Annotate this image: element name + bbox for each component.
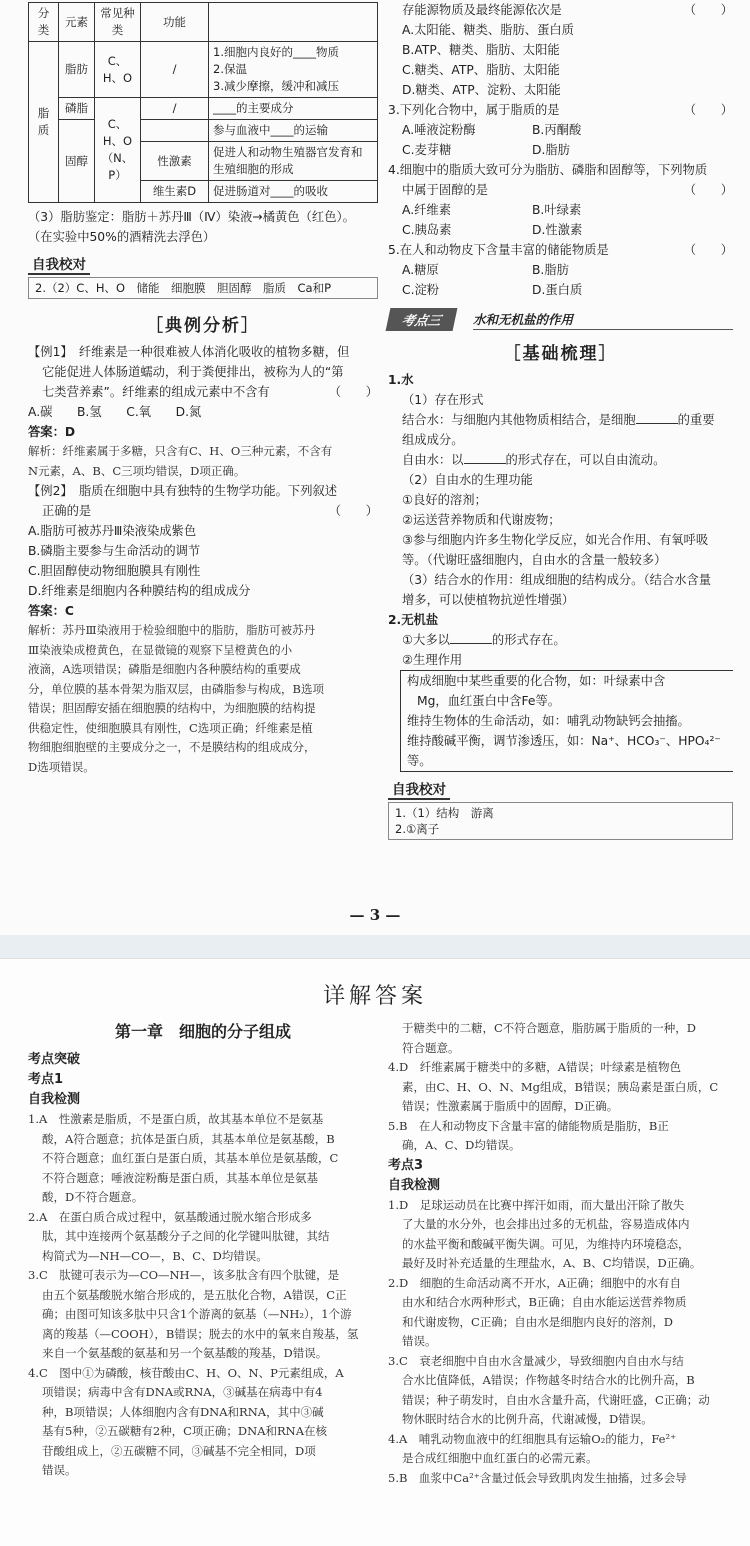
self-check-title: 自我校对 (28, 253, 90, 275)
answer: 答案：D (28, 425, 76, 439)
table-cell: 维生素D (141, 181, 209, 203)
option-a: A.脂肪可被苏丹Ⅲ染液染成紫色 (28, 524, 197, 538)
table-cell: 脂肪 (59, 42, 95, 98)
page1-right-column: 存能源物质及最终能源依次是 （ ） A.太阳能、糖类、脂肪、蛋白质 B.ATP、糖类、脂肪、太阳能 C.糖类、ATP、脂肪、太阳能 D.糖类、ATP、淀粉、太阳能 3.下列化合物中，属于脂质的是 （ ） A.唾液淀粉酶 B.丙酮酸 C.麦芽糖 D.脂肪 4.细胞中的脂质大致可分为脂肪、磷脂和固醇等，下列物质 中属于固醇的是 （ ） A.纤维素 B.叶绿素 C.胰岛素 D.性激素 5.在人和动物皮下含量丰富的储能物质是 （ ） A.糖原 B.脂肪 C.淀粉 D.蛋白质 考点三 水和无机盐的作用 ［基础梳理］ 1.水 （1）存在形式 结合水：与细胞内其他物质相结合，是细胞 的重要 组成成分。 自由水：以 的形式存在，可以自由流动。 （2）自由水的生理功能 ①良好的溶剂； ②运送营养物质和代谢废物； ③参与细胞内许多生物化学反应，如光合作用、有氧呼吸 等。（代谢旺盛细胞内，自由水的含量一般较多） （3）结合水的作用：组成细胞的结构成分。（结合水含量 增多，可以使植物抗逆性增强） 2.无机盐 ①大多以 的形式存在。 ②生理作用 构成细胞中某些重要的化合物，如：叶绿素中含 Mg，血红蛋白中含Fe等。 维持生物体的生命活动，如：哺乳动物缺钙会抽搐。 维持酸碱平衡，调节渗透压，如：Na⁺、HCO₃⁻、HPO₄²⁻等。 自我校对 1.（1）结构 游离 2.①离子 (388, 0, 733, 840)
table-header (209, 3, 378, 42)
table-header-row (29, 3, 378, 42)
table-cell: 促进肠道对____的吸收 (209, 181, 378, 203)
lipid-table (28, 2, 378, 203)
salt-function-brace: 构成细胞中某些重要的化合物，如：叶绿素中含 Mg，血红蛋白中含Fe等。 维持生物体的生命活动，如：哺乳动物缺钙会抽搐。 维持酸碱平衡，调节渗透压，如：Na⁺、HCO₃⁻、HPO₄²⁻等。 (400, 670, 733, 772)
answer: 答案：C (28, 604, 74, 618)
page1-left-column (28, 0, 378, 777)
table-cell: 性激素 (141, 142, 209, 181)
example-analysis-title: ［典例分析］ (146, 316, 260, 336)
basic-review-title: ［基础梳理］ (503, 344, 618, 364)
page2-left-column: 第一章 细胞的分子组成 考点突破 考点1 自我检测 1.A 性激素是脂质，不是蛋白质，故其基本单位不是氨基 酸，A符合题意；抗体是蛋白质，其基本单位是氨基酸，B 不符合题意；血红蛋白是蛋白质，其基本单位是氨基酸，C 不符合题意；唾液淀粉酶是蛋白质，其基本单位是氨基 酸，D不符合题意。 2.A 在蛋白质合成过程中，氨基酸通过脱水缩合形成多 肽，其中连接两个氨基酸分子之间的化学键叫肽键，其结 构简式为—NH—CO—，B、C、D均错误。 3.C 肽键可表示为—CO—NH—，该多肽含有四个肽键，是 由五个氨基酸脱水缩合形成的，是五肽化合物，A错误，C正 确；由图可知该多肽中只含1个游离的氨基（—NH₂），1个游 离的羧基（—COOH），B错误；脱去的水中的氧来自羧基，氢 来自一个氨基酸的氨基和另一个氨基酸的羧基，D错误。 4.C 图中①为磷酸，核苷酸由C、H、O、N、P元素组成，A 项错误；病毒中含有DNA或RNA，③碱基在病毒中有4 种，B项错误；人体细胞内含有DNA和RNA，其中③碱 基有5种，②五碳糖有2种，C项正确；DNA和RNA在核 苷酸组成上，②五碳糖不同，③碱基不完全相同，D项 错误。 (28, 1019, 378, 1481)
example-2: 【例2】 脂质在细胞中具有独特的生物学功能。下列叙述 正确的是 （ ） A.脂肪可被苏丹Ⅲ染液染成紫色 B.磷脂主要参与生命活动的调节 C.胆固醇使动物细胞膜具有刚性 D.纤维素是细胞内各种膜结构的组成成分 答案：C 解析：苏丹Ⅲ染液用于检验细胞中的脂肪，脂肪可被苏丹 Ⅲ染液染成橙黄色，在显微镜的观察下呈橙黄色的小 液滴，A选项错误；磷脂是细胞内各种膜结构的重要成 分，单位膜的基本骨架为脂双层，由磷脂参与构成，B选项 错误；胆固醇安插在细胞膜的结构中，为细胞膜的结构提 供稳定性，使细胞膜具有刚性，C选项正确；纤维素是植 物细胞细胞壁的主要成分之一，不是膜结构的组成成分， D选项错误。 (28, 484, 378, 774)
table-cell: / (141, 42, 209, 98)
table-cell: 固醇 (59, 120, 95, 203)
table-cell-category: 脂质 (29, 42, 59, 203)
fill-blank (450, 632, 492, 644)
chapter-title: 第一章 细胞的分子组成 (114, 1022, 291, 1041)
table-cell: ____的主要成分 (209, 98, 378, 120)
table-cell: C、H、O（N、P） (95, 98, 141, 203)
options: A.碳 B.氢 C.氧 D.氮 (28, 405, 202, 419)
table-header: 元素 (59, 3, 95, 42)
table-cell: 1.细胞内良好的____物质 2.保温 3.减少摩擦，缓冲和减压 (209, 42, 378, 98)
page-number: — 3 — (349, 906, 401, 924)
table-header: 功能 (141, 3, 209, 42)
option-b: B.磷脂主要参与生命活动的调节 (28, 544, 201, 558)
table-row (29, 42, 378, 98)
table-cell: 参与血液中____的运输 (209, 120, 378, 142)
table-row (29, 120, 378, 142)
fill-blank (464, 452, 506, 464)
topic-badge: 考点三 (386, 308, 458, 331)
table-cell: 促进人和动物生殖器官发育和生殖细胞的形成 (209, 142, 378, 181)
self-check-content: 1.（1）结构 游离 2.①离子 (388, 802, 733, 840)
table-header: 分类 (29, 3, 59, 42)
option-d: D.纤维素是细胞内各种膜结构的组成成分 (28, 584, 251, 598)
fat-test-note-2: （在实验中50%的酒精洗去浮色） (28, 230, 216, 244)
self-check-title: 自我校对 (388, 778, 450, 800)
table-cell: C、H、O (95, 42, 141, 98)
table-cell: / (141, 98, 209, 120)
salt-section: 2.无机盐 ①大多以 的形式存在。 ②生理作用 构成细胞中某些重要的化合物，如：叶绿素中含 Mg，血红蛋白中含Fe等。 维持生物体的生命活动，如：哺乳动物缺钙会抽搐。 维持酸碱平衡，调节渗透压，如：Na⁺、HCO₃⁻、HPO₄²⁻等。 (388, 610, 733, 772)
table-cell (141, 120, 209, 142)
fill-blank (636, 412, 678, 424)
option-c: C.胆固醇使动物细胞膜具有刚性 (28, 564, 201, 578)
example-1: 【例1】 纤维素是一种很难被人体消化吸收的植物多糖，但 它能促进人体肠道蠕动，利于粪便排出，被称为人的“第 七类营养素”。纤维素的组成元素中不含有 （ ） A.碳 B.氢 C.氧 D.氮 答案：D 解析：纤维素属于多糖，只含有C、H、O三种元素，不含有 N元素，A、B、C三项均错误，D项正确。 (28, 345, 378, 478)
table-cell: 磷脂 (59, 98, 95, 120)
fat-test-note: （3）脂肪鉴定：脂肪＋苏丹Ⅲ（Ⅳ）染液→橘黄色（红色）。 (28, 210, 355, 224)
topic-3-header (388, 308, 733, 331)
answer-key-title: 详解答案 (322, 984, 427, 1009)
water-section: 1.水 （1）存在形式 结合水：与细胞内其他物质相结合，是细胞 的重要 组成成分。 自由水：以 的形式存在，可以自由流动。 （2）自由水的生理功能 ①良好的溶剂； ②运送营养物质和代谢废物； ③参与细胞内许多生物化学反应，如光合作用、有氧呼吸 等。（代谢旺盛细胞内，自由水的含量一般较多） （3）结合水的作用：组成细胞的结构成分。（结合水含量 增多，可以使植物抗逆性增强） (388, 373, 715, 607)
page-gap (0, 935, 750, 958)
table-row (29, 98, 378, 120)
answer-key-page (0, 958, 750, 1546)
table-header: 常见种类 (95, 3, 141, 42)
topic-title: 水和无机盐的作用 (473, 310, 733, 330)
page2-right-column: 于糖类中的二糖，C不符合题意，脂肪属于脂质的一种，D 符合题意。 4.D 纤维素属于糖类中的多糖，A错误；叶绿素是植物色 素，由C、H、O、N、Mg组成，B错误；胰岛素是蛋白质，C 错误；性激素属于脂质中的固醇，D正确。 5.B 在人和动物皮下含量丰富的储能物质是脂肪，B正 确，A、C、D均错误。 考点3 自我检测 1.D 足球运动员在比赛中挥汗如雨，而大量出汗除了散失 了大量的水分外，也会排出过多的无机盐，容易造成体内 的水盐平衡和酸碱平衡失调。可见，为维持内环境稳态， 最好及时补充适量的生理盐水，A、B、C均错误，D正确。 2.D 细胞的生命活动离不开水，A正确；细胞中的水有自 由水和结合水两种形式，B正确；自由水能运送营养物质 和代谢废物，C正确；自由水是细胞内良好的溶剂，D 错误。 3.C 衰老细胞中自由水含量减少，导致细胞内自由水与结 合水比值降低，A错误；作物越冬时结合水的比例升高，B 错误；种子萌发时，自由水含量升高，代谢旺盛，C正确；动 物休眠时结合水的比例升高，代谢减慢，D错误。 4.A 哺乳动物血液中的红细胞具有运输O₂的能力，Fe²⁺ 是合成红细胞中血红蛋白的必需元素。 5.B 血浆中Ca²⁺含量过低会导致肌肉发生抽搐，过多会导 (388, 1021, 719, 1485)
self-check-content: 2.（2）C、H、O 储能 细胞膜 胆固醇 脂质 Ca和P (28, 277, 378, 299)
